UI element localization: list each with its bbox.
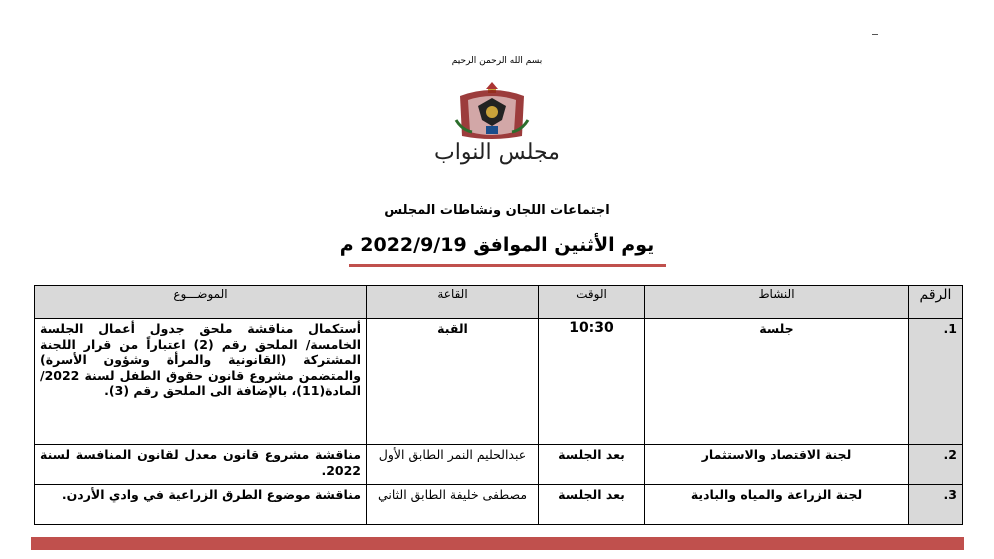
header-activity: النشاط (645, 286, 909, 319)
header-number: الرقم (909, 286, 963, 319)
date-line: يوم الأثنين الموافق 2022/9/19 م (339, 234, 655, 256)
corner-mark (872, 34, 878, 35)
coat-of-arms-icon (452, 80, 532, 140)
row-activity: لجنة الزراعة والمياه والبادية (645, 485, 909, 525)
header-topic: الموضـــوع (35, 286, 367, 319)
row-time: 10:30 (539, 319, 645, 445)
schedule-table (34, 285, 963, 525)
row-hall: مصطفى خليفة الطابق الثاني (367, 485, 539, 525)
table-header-row (35, 286, 963, 319)
table-row (35, 319, 963, 445)
date-underline (349, 264, 666, 267)
row-hall: القبة (367, 319, 539, 445)
row-activity: لجنة الاقتصاد والاستثمار (645, 445, 909, 485)
basmala: بسم الله الرحمن الرحيم (451, 56, 543, 66)
row-number: 3. (909, 485, 963, 525)
row-activity: جلسة (645, 319, 909, 445)
row-topic: مناقشة مشروع قانون معدل لقانون المنافسة لسنة 2022. (35, 445, 367, 485)
row-topic: مناقشة موضوع الطرق الزراعية في وادي الأردن. (35, 485, 367, 525)
row-hall: عبدالحليم النمر الطابق الأول (367, 445, 539, 485)
table-row (35, 445, 963, 485)
footer-bar (31, 537, 964, 550)
row-number: 1. (909, 319, 963, 445)
header-time: الوقت (539, 286, 645, 319)
table-row (35, 485, 963, 525)
header-hall: القاعة (367, 286, 539, 319)
row-topic: أستكمال مناقشة ملحق جدول أعمال الجلسة الخامسة/ الملحق رقم (2) اعتباراً من قرار اللجنة المشتركة (القانونية والمرأة وشؤون الأسرة) والمتضمن مشروع قانون حقوق الطفل لسنة 2022/المادة(11)، بالإضافة الى الملحق رقم (3). (35, 319, 367, 445)
page-title: اجتماعات اللجان ونشاطات المجلس (384, 203, 610, 218)
row-time: بعد الجلسة (539, 445, 645, 485)
row-number: 2. (909, 445, 963, 485)
institution-logotype: مجلس النواب (434, 140, 560, 165)
row-time: بعد الجلسة (539, 485, 645, 525)
